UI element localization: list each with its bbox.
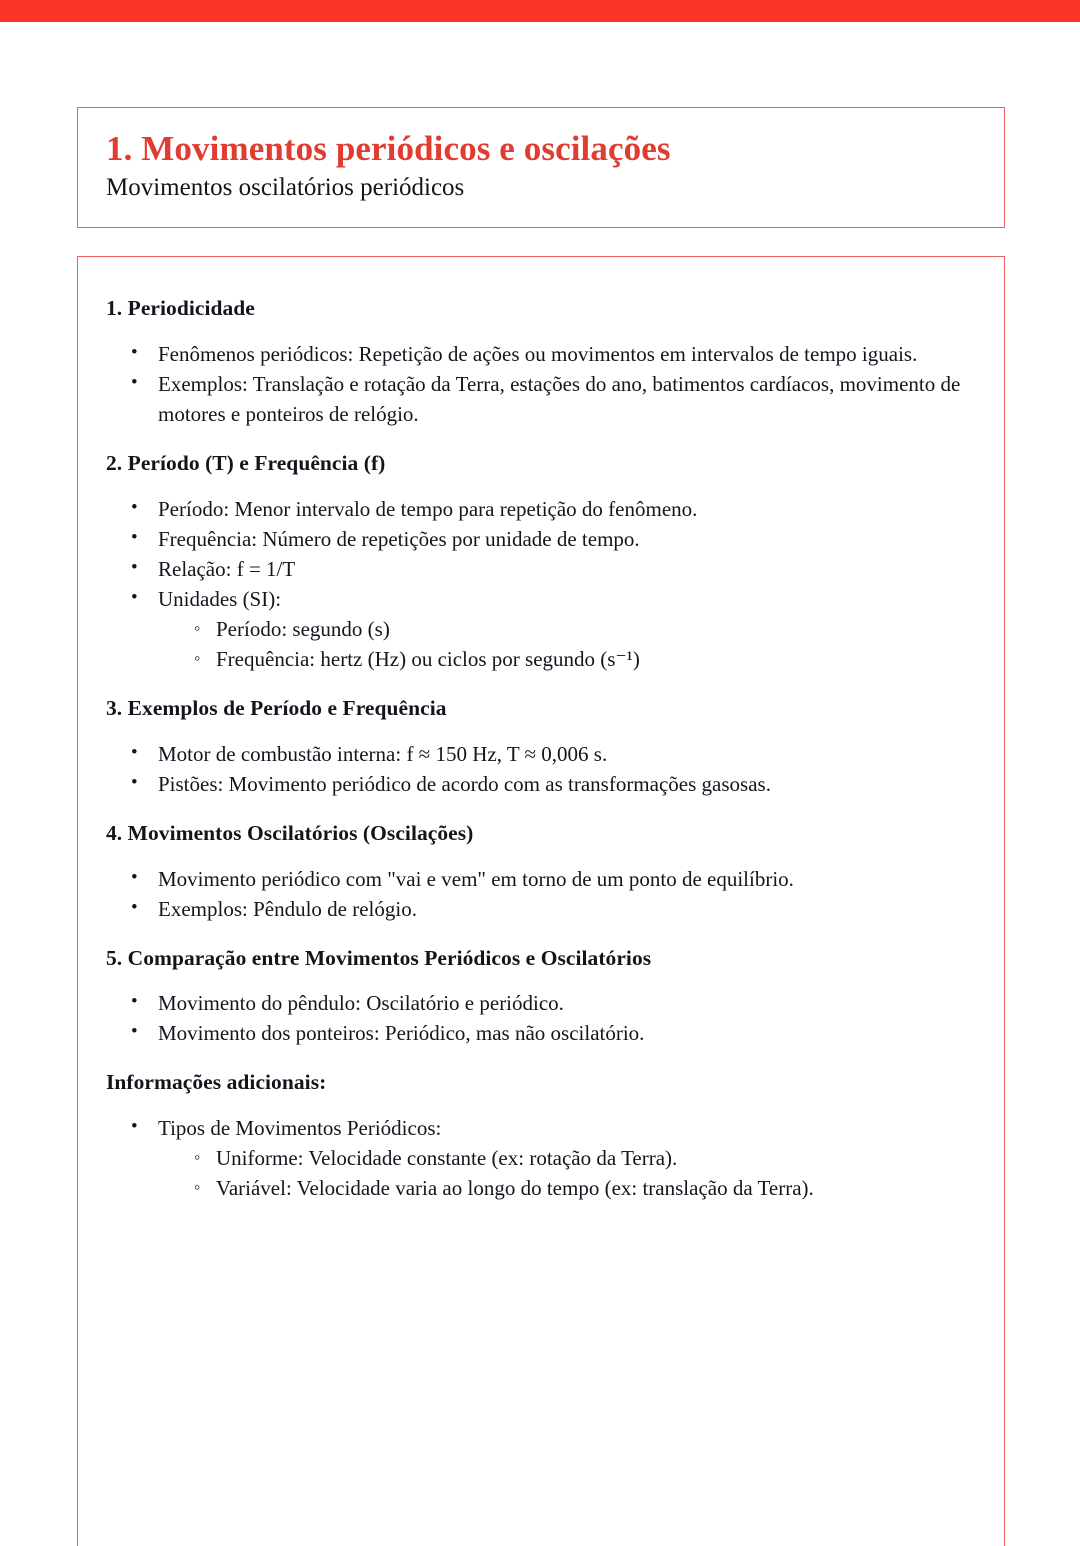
list-item: • Exemplos: Pêndulo de relógio. [128, 894, 978, 924]
document-header-card [77, 107, 1005, 228]
page-title: 1. Movimentos periódicos e oscilações [106, 129, 671, 168]
list-item: • Movimento periódico com "vai e vem" em torno de um ponto de equilíbrio. [128, 864, 978, 894]
sub-list-item: ◦ Período: segundo (s) [194, 614, 978, 644]
list-item: • Movimento dos ponteiros: Periódico, mas não oscilatório. [128, 1018, 978, 1048]
section-heading: 3. Exemplos de Período e Frequência [106, 695, 447, 720]
list-item: • Tipos de Movimentos Periódicos: [128, 1113, 978, 1143]
bullet-list [106, 339, 978, 429]
list-item: • Movimento do pêndulo: Oscilatório e periódico. [128, 988, 978, 1018]
section-heading: 4. Movimentos Oscilatórios (Oscilações) [106, 820, 474, 845]
list-item: • Frequência: Número de repetições por unidade de tempo. [128, 524, 978, 554]
sub-list-item: ◦ Variável: Velocidade varia ao longo do tempo (ex: translação da Terra). [194, 1173, 978, 1203]
list-item: • Fenômenos periódicos: Repetição de ações ou movimentos em intervalos de tempo iguais. [128, 339, 978, 369]
bullet-list [106, 864, 978, 924]
list-item: • Exemplos: Translação e rotação da Terra, estações do ano, batimentos cardíacos, movimento de motores e ponteiros de relógio. [128, 369, 978, 429]
bullet-list [106, 494, 978, 674]
section-informacoes-adicionais [106, 1069, 978, 1203]
top-accent-bar [0, 0, 1080, 22]
section-periodicidade [106, 295, 978, 429]
sub-list-item: ◦ Frequência: hertz (Hz) ou ciclos por segundo (s⁻¹) [194, 644, 978, 674]
sub-bullet-list [158, 1143, 978, 1203]
sublist-container [128, 614, 978, 674]
page-subtitle: Movimentos oscilatórios periódicos [106, 174, 465, 202]
section-heading: 2. Período (T) e Frequência (f) [106, 450, 386, 475]
section-exemplos [106, 695, 978, 799]
section-heading: 1. Periodicidade [106, 296, 255, 320]
sub-bullet-list [158, 614, 978, 674]
list-item: • Unidades (SI): [128, 584, 978, 614]
list-item: • Pistões: Movimento periódico de acordo com as transformações gasosas. [128, 769, 978, 799]
sub-list-item: ◦ Uniforme: Velocidade constante (ex: rotação da Terra). [194, 1143, 978, 1173]
bullet-list [106, 739, 978, 799]
bullet-list [106, 988, 978, 1048]
list-item: • Relação: f = 1/T [128, 554, 978, 584]
list-item: • Período: Menor intervalo de tempo para repetição do fenômeno. [128, 494, 978, 524]
section-heading: Informações adicionais: [106, 1070, 327, 1095]
section-comparacao [106, 945, 978, 1049]
sublist-container [128, 1143, 978, 1203]
bullet-list [106, 1113, 978, 1203]
section-periodo-frequencia [106, 450, 978, 674]
list-item: • Motor de combustão interna: f ≈ 150 Hz, T ≈ 0,006 s. [128, 739, 978, 769]
document-page [0, 22, 1080, 1528]
section-movimentos-oscilatorios [106, 820, 978, 924]
document-body-card [77, 256, 1005, 1546]
section-heading: 5. Comparação entre Movimentos Periódicos e Oscilatórios [106, 945, 652, 970]
